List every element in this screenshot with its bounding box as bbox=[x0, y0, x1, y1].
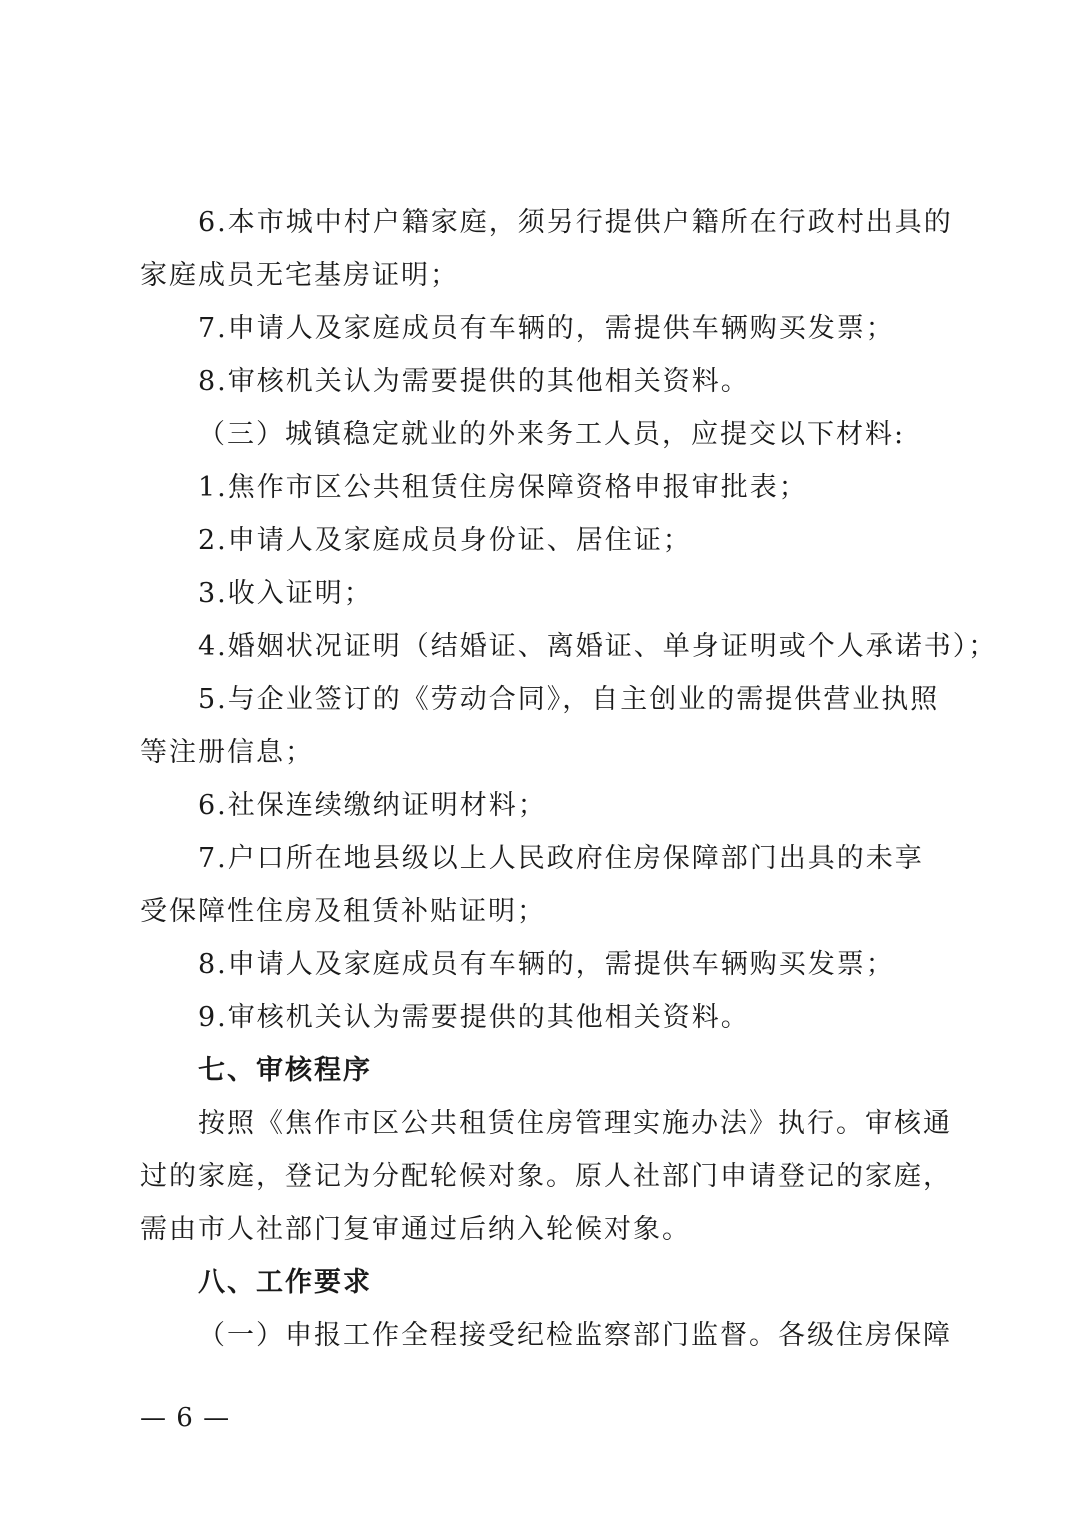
paragraph-line: 6.本市城中村户籍家庭，须另行提供户籍所在行政村出具的 bbox=[198, 207, 953, 238]
paragraph-line: 等注册信息； bbox=[140, 737, 314, 768]
paragraph-line: 8.审核机关认为需要提供的其他相关资料。 bbox=[198, 366, 750, 397]
body-text bbox=[140, 196, 998, 1362]
paragraph-line: 受保障性住房及租赁补贴证明； bbox=[140, 896, 546, 927]
section-heading: 八、工作要求 bbox=[198, 1267, 372, 1298]
paragraph-line: 家庭成员无宅基房证明； bbox=[140, 260, 459, 291]
paragraph-line: 1.焦作市区公共租赁住房保障资格申报审批表； bbox=[198, 472, 808, 503]
paragraph-line: 2.申请人及家庭成员身份证、居住证； bbox=[198, 525, 692, 556]
paragraph-line: 过的家庭，登记为分配轮候对象。原人社部门申请登记的家庭， bbox=[140, 1161, 952, 1192]
paragraph-line: 6.社保连续缴纳证明材料； bbox=[198, 790, 547, 821]
paragraph-line: 需由市人社部门复审通过后纳入轮候对象。 bbox=[140, 1214, 691, 1245]
section-heading: 七、审核程序 bbox=[198, 1055, 372, 1086]
paragraph-line: 5.与企业签订的《劳动合同》，自主创业的需提供营业执照 bbox=[198, 684, 940, 715]
paragraph-line: 9.审核机关认为需要提供的其他相关资料。 bbox=[198, 1002, 750, 1033]
paragraph-line: 3.收入证明； bbox=[198, 578, 373, 609]
paragraph-line: （一）申报工作全程接受纪检监察部门监督。各级住房保障 bbox=[198, 1320, 952, 1351]
paragraph-line: 7.户口所在地县级以上人民政府住房保障部门出具的未享 bbox=[198, 843, 924, 874]
paragraph-line: （三）城镇稳定就业的外来务工人员，应提交以下材料: bbox=[198, 419, 906, 450]
paragraph-line: 按照《焦作市区公共租赁住房管理实施办法》执行。审核通 bbox=[198, 1108, 952, 1139]
paragraph-line: 7.申请人及家庭成员有车辆的，需提供车辆购买发票； bbox=[198, 313, 895, 344]
paragraph-line: 4.婚姻状况证明（结婚证、离婚证、单身证明或个人承诺书）； bbox=[198, 631, 998, 662]
page-number: — 6 — bbox=[140, 1403, 231, 1433]
paragraph-line: 8.申请人及家庭成员有车辆的，需提供车辆购买发票； bbox=[198, 949, 895, 980]
